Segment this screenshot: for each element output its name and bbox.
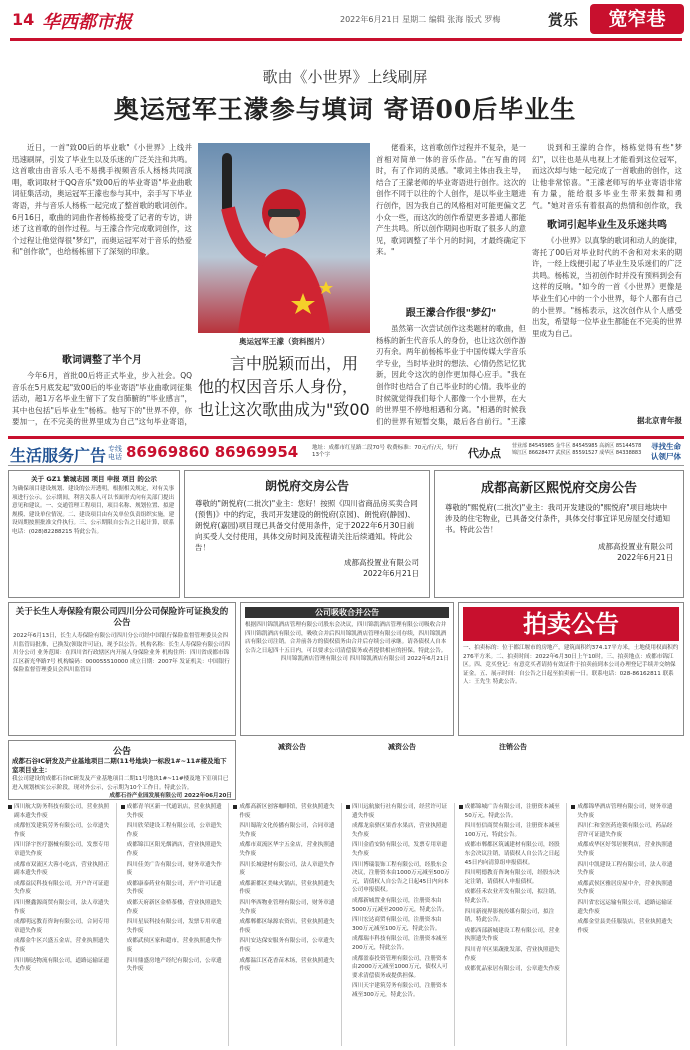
classified-item: 成都高新区创客咖啡馆，营业执照遗失作废 <box>239 804 335 819</box>
classified-item: 四川佳美广告有限公司，财务章遗失作废 <box>126 861 222 877</box>
col-title-1: 减资公告 <box>278 743 306 751</box>
notice-insurance <box>8 602 236 736</box>
classified-item: 四川新视界影视传媒有限公司，拟注销，特此公告。 <box>464 908 555 924</box>
column-name: 宽窄巷 <box>608 8 666 30</box>
classified-column <box>571 803 680 1046</box>
notice-langyue-text: 尊敬的"朗悦府(二批次)"业主：您好！按照《四川省商品房买卖合同(预售)》中的约定，我司开发建设的朗悦府(京园)、朗悦府(静园)、朗悦府(嘉园)项目现已具备交付使用条件，定于2022年6月30日前向买受人交付使用，具体交房时间及流程请关注后续通知。特此公告！ <box>195 499 418 552</box>
bullet-icon <box>8 805 12 809</box>
classified-column <box>459 803 568 1046</box>
classified-item: 四川青羊区果蔬批发部，营业执照遗失作废 <box>464 946 560 962</box>
classified-item: 四川聚鑫源商贸有限公司，法人章遗失作废 <box>14 899 110 915</box>
col3-text-a: 佬看来，这首歌创作过程并不复杂，是一首相对简单一体的音乐作品。"在写曲的同时，有了作词的灵感。"歌词主体由我主导，结合了王濛老师的毕业寄语进行创作。这次的创作不同于以往的个人创作，是以毕业主题进行创作，因为我自己的风格相对可能更偏文艺小众一些，而这次的创作希望更多普通人都能产生共鸣。所以创作期间也听取了很多人的意见，歌词调整了半个月的时间，才最终确定下来。" <box>376 143 526 257</box>
col4-text-a: 说到和王濛的合作，杨栋觉得有些"梦幻"，以往也是从电视上才能看到这位冠军，而这次却与她一起完成了一首歌曲的创作，这让他非常惊喜。"王濛老师写的毕业寄语非常有力量，能给很多毕业生带来鼓舞和勇气。"她对音乐有着很高的热情和创作欲，我 <box>532 143 682 210</box>
announcement-text: 我公司建设的成都石谷IC研发及产业基地项目二期11号地块1#~11#楼及地下室项目已进入规划核实公示阶段，现对外公示，公示期为10个工作日。特此公告。 <box>12 776 229 791</box>
masthead: 华西都市报 <box>42 12 132 33</box>
classified-column <box>233 803 342 1046</box>
classified-item: 四川泽宇医疗器械有限公司，发票专用章遗失作废 <box>14 842 110 857</box>
notice-xiyue <box>434 470 684 598</box>
classified-item: 四川华西物业管理有限公司，财务章遗失作废 <box>239 899 335 915</box>
classified-item: 成都西部新城建设工程有限公司，营业执照遗失作废 <box>464 927 560 943</box>
notice-gz1-text: 为确保项目建设规划、建设的公开透明，根据相关规定，对有关事项进行公示。公示期间，利害关系人可以书面形式向有关部门提出意见和建议。一、交通管理工程项目，项目名称、规划位置、拟建规模、建设单位情况。二、建设项目由有关单位负责组织实施，建设周期按照批准文件执行。三、公示期限自公告之日起计算，联系电话：(028)82288215 特此公告。 <box>12 486 175 535</box>
notice-merger-title: 公司吸收合并公告 <box>245 607 449 618</box>
bullet-icon <box>233 805 237 809</box>
col2-text: 言中脱颖而出，用他的权因音乐人身份，也让这次歌曲成为"致00 <box>198 354 370 419</box>
classified-item: 成都锦华酒店管理有限公司，财务章遗失作废 <box>577 804 673 819</box>
classified-item: 四川博瑞装饰工程有限公司，经股东会决议，注册资本由1000万元减至500万元，请债权人自公告之日起45日内向本公司申报债权。 <box>352 861 450 894</box>
notice-auction <box>458 602 684 736</box>
classified-item: 成都优品家居有限公司，公章遗失作废 <box>464 966 560 973</box>
article-source: 据北京青年报 <box>637 416 682 425</box>
classified-item: 四川蜀韵文化传播有限公司，合同章遗失作废 <box>239 823 335 838</box>
photo-caption: 奥运冠军王濛（资料图片） <box>239 337 329 346</box>
classified-item: 成都新城置业有限公司，注册资本由5000万元减至2000万元，特此公告。 <box>352 897 448 913</box>
classified-item: 成都金堂县美佳服装店，营业执照遗失作废 <box>577 919 673 934</box>
article-column-3 <box>376 142 526 427</box>
classified-item: 成都益民科技有限公司，开户许可证遗失作废 <box>14 880 110 896</box>
classified-item: 成都天府新区金桥茶楼，营业执照遗失作废 <box>126 899 222 915</box>
classified-column <box>8 803 117 1046</box>
page-header <box>0 0 690 46</box>
classified-item: 四川仁和堂医药连锁有限公司，药品经营许可证遗失作废 <box>577 823 673 838</box>
notice-xiyue-sign: 成都高投置业有限公司 <box>598 542 673 551</box>
subhead-2: 跟王濛合作很"梦幻" <box>405 308 497 319</box>
article-column-1 <box>12 142 192 426</box>
notice-auction-text: 一、拍卖标的：位于都江堰市的房地产，建筑面积约374.17平方米，土地使用权面积约276平方米。二、拍卖时间：2022年6月30日上午10时。三、拍卖地点：成都市锦江区。四、竞买登记：有意竞买者请持有效证件于拍卖前到本公司办理登记手续并交纳保证金。五、展示时间：自公告之日起至拍卖前一日。联系电话：028-86162811 联系人：王先生 特此公告。 <box>463 645 679 686</box>
notice-auction-title: 拍卖公告 <box>463 607 679 641</box>
lead-text: 近日，一首"致00后的毕业歌"《小世界》上线并迅速刷屏，引发了毕业生以及乐迷的广泛关注和共鸣。这首歌由由音乐人毛不易携手视频音乐人杨杨共同演唱，歌词取材于QQ音乐"致00后的毕业寄语"毕业曲歌词征集活动，奥运冠军王濛也参与其中，亲手写下毕业寄语，并与音乐人杨栋一起完成了整首歌的歌词创作。6月16日，歌曲的词曲作者杨栋接受了记者的专访，讲述了这首歌的创作过程。与王濛合作完成歌词创作，这个过程让他觉得很"梦幻"，而奥运冠军对于音乐的热爱和"创作欲"，也给杨栋留下了深刻的印象。 <box>12 143 192 257</box>
classified-item: 成都佳禾农业开发有限公司，拟注销，特此公告。 <box>464 889 560 904</box>
notice-announcement <box>8 740 236 800</box>
classified-column <box>346 803 455 1046</box>
notice-langyue-date: 2022年6月21日 <box>363 569 419 578</box>
services-title: 生活服务广告 <box>10 446 107 465</box>
classified-item: 成都锦江区阳光烟酒店，营业执照遗失作废 <box>126 842 222 857</box>
column-badge <box>590 4 684 34</box>
classified-item: 成都市双流区大蓉小吃店，营业执照正副本遗失作废 <box>14 861 110 877</box>
article-kicker: 歌由《小世界》上线刷屏 <box>262 68 428 86</box>
classified-item: 成都市郫都区筑诚建材有限公司，经股东会决议注销，请债权人自公告之日起45日内向清算组申报债权。 <box>464 842 560 866</box>
announcement-title: 公告 <box>112 747 131 757</box>
classified-item: 成都锦城广告有限公司，注册资本减至50万元，特此公告。 <box>464 804 560 819</box>
notice-langyue <box>184 470 430 598</box>
notice-merger <box>240 602 454 736</box>
notice-insurance-text: 2022年6月13日，长生人寿保险有限公司四川分公司经中国银行保险监督管理委员会四川监管局批准，已换发(领取许可证)，现予以公告。机构名称：长生人寿保险有限公司四川分公司 业务范围：在四川省行政辖区内开展人身保险业务 机构住所：四川省成都市锦江区新光华路7号 机构编码：000055510000 成立日期：2007年 发证机关：中国银行保险监督管理委员会四川监管局 <box>13 633 230 674</box>
classified-item: 四川金盾安防有限公司，发票专用章遗失作废 <box>352 842 448 857</box>
announcement-subtitle: 成都石谷IC研发及产业基地项目二期(11号地块)一标段1#~11#楼及地下室项目业主： <box>12 757 227 774</box>
classified-item: 四川长城建材有限公司，法人章遗失作废 <box>239 861 335 877</box>
notice-xiyue-text: 尊敬的"熙悦府(二批次)"业主：我司开发建设的"熙悦府"项目地块中涉及的住宅物业，已具备交付条件，具体交付事宜详见房屋交付通知书。特此公告！ <box>445 503 670 534</box>
classified-item: 四川中凯建设工程有限公司，法人章遗失作废 <box>577 861 673 877</box>
services-info: 地址：成都市红星路二段70号 收费标准：70元/行/天，每行13个字 <box>312 445 458 458</box>
athlete-illustration <box>198 143 370 333</box>
issue-info: 2022年6月21日 星期二 编辑 张海 版式 罗梅 <box>340 15 501 24</box>
hotline-numbers: 86969860 86969954 <box>126 443 299 461</box>
subhead-1: 歌词调整了半个月 <box>62 355 142 366</box>
classified-item: 成都金牛区兴盛五金店，营业执照遗失作废 <box>14 938 110 953</box>
classified-item: 成都郫都区绿源农资店，营业执照遗失作废 <box>239 919 335 934</box>
bullet-icon <box>121 805 125 809</box>
classified-item: 四川航大防务科技有限公司，营业执照副本遗失作废 <box>14 804 110 819</box>
announcement-sign: 成都石谷产业园发展有限公司 2022年06月20日 <box>109 793 232 800</box>
col-title-3: 注销公告 <box>499 743 527 751</box>
classified-item: 成都成华区好邻居便利店，营业执照遗失作废 <box>577 842 673 857</box>
agent-info: 营业部 84545985 金牛区 84545985 高新区 85144578 锦江区 86628477 武侯区 85591527 成华区 84338883 <box>512 443 642 456</box>
notice-langyue-sign: 成都高投置业有限公司 <box>344 558 419 567</box>
classified-item: 成都武侯区家和超市，营业执照遗失作废 <box>126 938 222 953</box>
classified-column <box>121 803 230 1046</box>
classified-item: 四川恒信商贸有限公司，注册资本减至100万元，特此公告。 <box>464 823 560 838</box>
classified-item: 四川星辰科技有限公司，发票专用章遗失作废 <box>126 919 222 934</box>
classified-item: 四川省宏远运输有限公司，道路运输证遗失作废 <box>577 899 673 915</box>
classified-item: 四川安达保安服务有限公司，公章遗失作废 <box>239 938 335 953</box>
classified-item: 成都明远教育咨询有限公司，合同专用章遗失作废 <box>14 919 110 934</box>
classified-item: 成都武侯区雅居房屋中介，营业执照遗失作废 <box>577 880 673 896</box>
article-headline: 奥运冠军王濛参与填词 寄语00后毕业生 <box>113 95 577 124</box>
services-tag: 寻找生命 认领尸体 <box>651 442 681 461</box>
classified-item: 四川天宇建筑劳务有限公司，注册资本减至300万元，特此公告。 <box>352 983 448 998</box>
classified-item: 四川欣荣建设工程有限公司，公章遗失作废 <box>126 823 222 838</box>
notice-langyue-title: 朗悦府交房公告 <box>264 479 349 493</box>
header-rule <box>10 38 682 41</box>
notice-merger-text: 根据四川锦凯酒店管理有限公司股东会决议，四川锦凯酒店管理有限公司吸收合并四川锦凯酒店有限公司，吸收合并后四川锦凯酒店管理有限公司存续，四川锦凯酒店有限公司注销。合并前各方的债权债务由合并后存续公司承继。请各债权人自本公告之日起四十五日内，可以要求公司清偿债务或者提供相应的担保。特此公告。 <box>245 622 447 654</box>
page-number: 14 <box>12 10 35 29</box>
bullet-icon <box>346 805 350 809</box>
notice-xiyue-date: 2022年6月21日 <box>617 553 673 562</box>
notice-gz1-title: 关于 GZ1 繁城志园 项目 申报 项目 的公示 <box>31 475 157 483</box>
classified-item: 四川远航旅行社有限公司，经营许可证遗失作废 <box>352 804 448 819</box>
bullet-icon <box>571 805 575 809</box>
bullet-icon <box>459 805 463 809</box>
classified-grid <box>8 803 684 1046</box>
col-title-2: 减资公告 <box>388 743 416 751</box>
classified-item: 成都瑞丰科技有限公司，注册资本减至200万元，特此公告。 <box>352 936 448 951</box>
classified-item: 四川鼎盛房地产经纪有限公司，公章遗失作废 <box>126 957 222 973</box>
article-column-4 <box>532 142 682 432</box>
classified-item: 四川宏达商贸有限公司，注册资本由300万元减至100万元，特此公告。 <box>352 917 442 932</box>
notice-gz1 <box>8 470 180 598</box>
classified-item: 成都盈泰投资管理有限公司，注册资本由2000万元减至1000万元，债权人可要求清偿债务或提供担保。 <box>352 955 448 979</box>
classified-item: 成都温江区花香苗木场，营业执照遗失作废 <box>239 957 335 973</box>
classified-item: 成都市双流区华宇五金店，营业执照遗失作废 <box>239 842 335 857</box>
classified-item: 成都龙泉驿区果香水果店，营业执照遗失作废 <box>352 823 448 838</box>
services-bar <box>8 436 684 466</box>
notice-merger-sign: 四川锦凯酒店管理有限公司 四川锦凯酒店有限公司 2022年6月21日 <box>280 656 449 663</box>
subhead-3: 歌词引起毕业生及乐迷共鸣 <box>547 220 667 231</box>
col4-text-b: 《小世界》以真挚的歌词和动人的旋律，寄托了00后对毕业时代的不舍和对未来的期许，一经上线便引起了毕业生及乐迷们的广泛共鸣。杨栋说，当初创作时并没有预料到会有这样的反响。"如今的一首《小世界》更像是毕业生们心中的一个小世界，每个人都有自己的小世界。"杨栋表示，这次创作从个人感受出发，希望每一位毕业生都能在不完美的世界里成为自己。 <box>532 236 682 338</box>
classified-item: 成都新都区美味火锅店，营业执照遗失作废 <box>239 880 335 896</box>
classified-item: 四川顺达物流有限公司，道路运输证遗失作废 <box>14 957 110 973</box>
classified-item: 四川明德教育咨询有限公司，经股东决定注销，请债权人申报债权。 <box>464 870 560 885</box>
classified-item: 成都康泰药业有限公司，开户许可证遗失作废 <box>126 880 222 896</box>
notice-xiyue-title: 成都高新区熙悦府交房公告 <box>480 481 637 496</box>
col3-text-b: 虽然第一次尝试创作这类题材的歌曲，但杨栋的新生代音乐人的身份，也让这次创作游刃有余。两年前杨栋毕业于中国传媒大学音乐学专业，当时毕业时的想法、心情仍然记忆犹新，因此令这次的创作更加得心应手。"我在创作时也结合了自己毕业时的心情。我毕业的时候就觉得我们每个人都像一个小世界，在大的世界里不停地相遇和分离。"相遇的时候我们的世界有短暂交集，最后各自前行。"王濛 <box>376 324 526 426</box>
col1-text: 今年6月，首批00后将正式毕业，步入社会。QQ音乐在5月底发起"致00后的毕业寄语"毕业曲歌词征集活动，超1万名毕业生留下了发自肺腑的"毕业感言"，其中也包括"后毕业生"杨栋。他写下的"世界不停，你要加一，在不完美的世界里成为自己"这句毕业寄语， <box>12 371 192 426</box>
hotline-label: 专线电话 <box>108 445 122 461</box>
classified-item: 成都青羊区新一代通讯店，营业执照遗失作废 <box>126 804 222 819</box>
classified-item: 成都恒发建筑劳务有限公司，公章遗失作废 <box>14 823 110 838</box>
notice-insurance-title: 关于长生人寿保险有限公司四川分公司保险许可证换发的公告 <box>15 607 229 628</box>
section-name: 赏乐 <box>548 11 579 29</box>
athlete-photo <box>198 143 370 333</box>
agent-label: 代办点 <box>468 447 501 460</box>
